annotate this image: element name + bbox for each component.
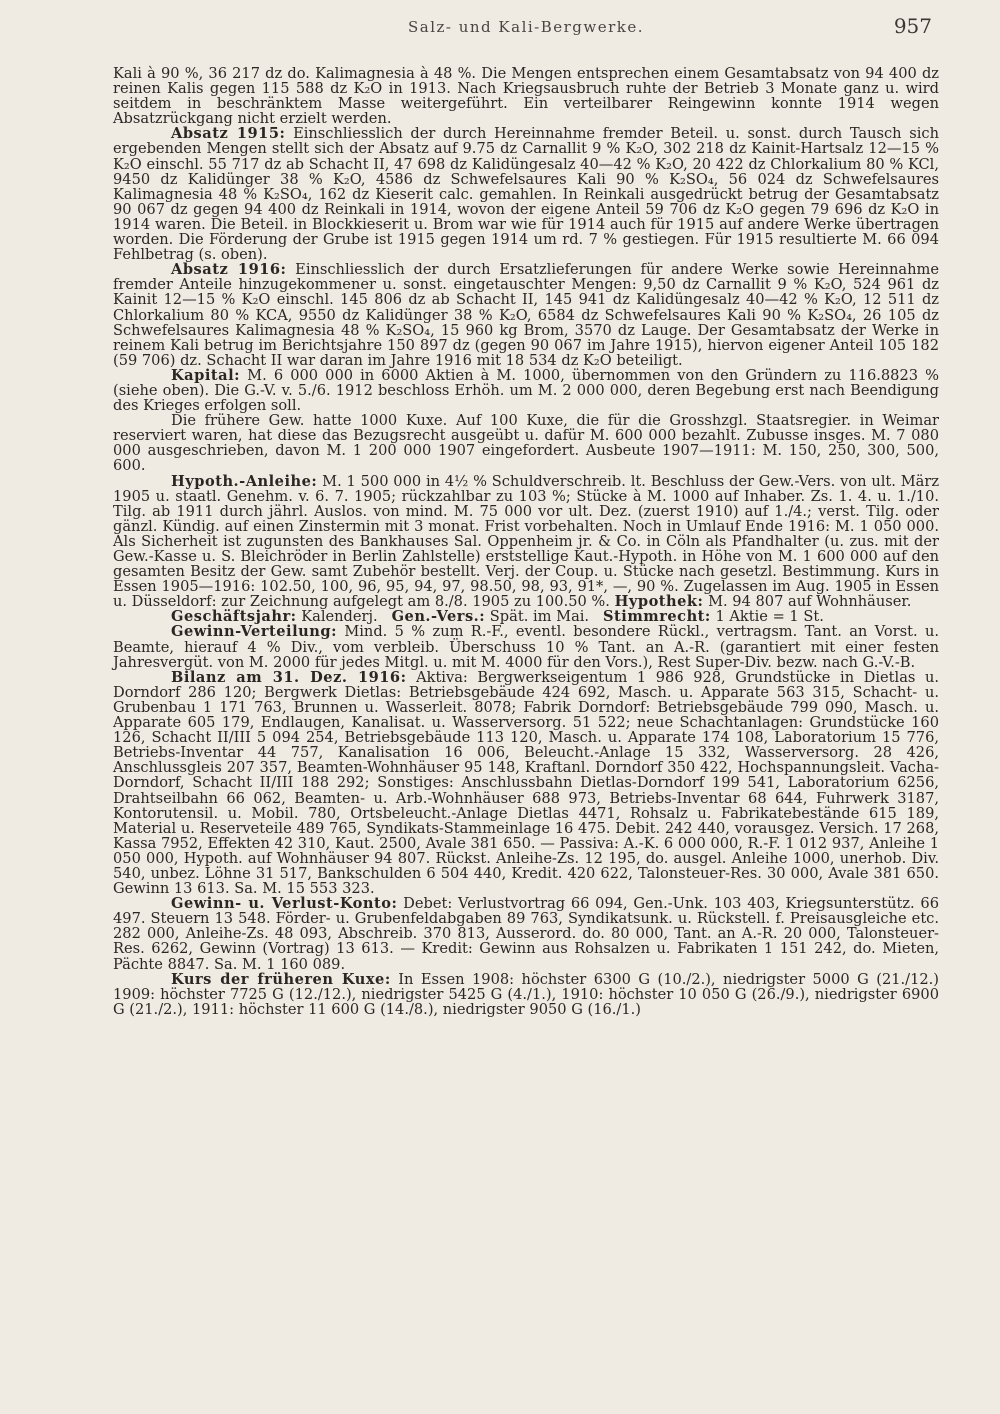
section-heading: Gewinn-Verteilung:: [171, 623, 337, 641]
article-body: [113, 66, 939, 1017]
section-heading: Hypoth.-Anleihe:: [171, 472, 318, 490]
section-heading: Absatz 1915:: [171, 125, 286, 143]
paragraph-hypoth-anleihe: [113, 474, 939, 610]
paragraph-text: M. 94 807 auf Wohnhäuser.: [708, 593, 912, 611]
paragraph-kurs-kuxe: [113, 972, 939, 1017]
section-heading: Gewinn- u. Verlust-Konto:: [171, 895, 398, 913]
paragraph-text: Mind. 5 % zum R.-F., eventl. besondere Rückl., vertragsm. Tant. an Vorst. u. Beamte, hierauf 4 % Div., vom verbleib. Überschuss 10 % Tant. an A.-R. (garantiert mit einer festen Jahresvergüt. von M. 2000 für jedes Mitgl. u. mit M. 4000 für den Vors.), Rest Super-Div. bezw. nach G.-V.-B.: [113, 623, 940, 671]
page-number: 957: [893, 14, 932, 38]
section-heading: Absatz 1916:: [171, 261, 287, 279]
section-heading: Geschäftsjahr:: [171, 608, 297, 626]
paragraph-text: 1 Aktie = 1 St.: [715, 608, 824, 626]
paragraph-text: Debet: Verlustvortrag 66 094, Gen.-Unk. 103 403, Kriegsunterstütz. 66 497. Steuern 13 548. Förder- u. Grubenfeldabgaben 89 763, Syndikatsunk. u. Rückstell. f. Preisausgleiche etc. 282 000, Anleihe-Zs. 48 093, Abschreib. 370 813, Ausserord. do. 80 000, Tant. an A.-R. 20 000, Talonsteuer-Res. 6262, Gewinn (Vortrag) 13 613. — Kredit: Gewinn aus Rohsalzen u. Fabrikaten 1 151 242, do. Mieten, Pächte 8847. Sa. M. 1 160 089.: [113, 895, 940, 973]
paragraph-text: Die frühere Gew. hatte 1000 Kuxe. Auf 100 Kuxe, die für die Grosshzgl. Staatsregier. in Weimar reserviert waren, hat diese das Bezugsrecht ausgeübt u. dafür M. 600 000 bezahlt. Zubusse insges. M. 7 080 000 ausgeschrieben, davon M. 1 200 000 1907 eingefordert. Ausbeute 1907—1911: M. 150, 250, 300, 500, 600.: [113, 412, 939, 475]
paragraph-kapital: [113, 368, 939, 413]
paragraph-text: Spät. im Mai.: [489, 608, 590, 626]
section-heading: Kurs der früheren Kuxe:: [171, 970, 391, 988]
paragraph-text: Einschliesslich der durch Hereinnahme fremder Beteil. u. sonst. durch Tausch sich ergebenden Mengen stellt sich der Absatz auf 9.75 dz Carnallit 9 % K₂O, 302 218 dz Kainit-Hartsalz 12—15 % K₂O einschl. 55 717 dz ab Schacht II, 47 698 dz Kalidüngesalz 40—42 % K₂O, 20 422 dz Chlorkalium 80 % KCl, 9450 dz Kalidünger 38 % K₂O, 4586 dz Schwefelsaures Kali 90 % K₂SO₄, 56 024 dz Schwefelsaures Kalimagnesia 48 % K₂SO₄, 162 dz Kieserit calc. gemahlen. In Reinkali ausgedrückt betrug der Gesamtabsatz 90 067 dz gegen 94 400 dz Reinkali in 1914, wovon der eigene Anteil 59 706 dz K₂O gegen 79 696 dz K₂O in 1914 waren. Die Beteil. in Blockkieserit u. Brom war wie für 1914 auch für 1915 auf andere Werke übertragen worden. Die Förderung der Grube ist 1915 gegen 1914 um rd. 7 % gestiegen. Für 1915 resultierte M. 66 094 Fehlbetrag (s. oben).: [113, 125, 940, 264]
paragraph-geschaeftsjahr: [113, 609, 939, 624]
paragraph-text: M. 1 500 000 in 4½ % Schuldverschreib. lt. Beschluss der Gew.-Vers. von ult. März 1905 u. staatl. Genehm. v. 6. 7. 1905; rückzahlbar zu 103 %; Stücke à M. 1000 auf Inhaber. Zs. 1. 4. u. 1./10. Tilg. ab 1911 durch jährl. Auslos. von mind. M. 75 000 vor ult. Dez. (zuerst 1910) auf 1./4.; verst. Tilg. oder gänzl. Kündig. auf einen Zinstermin mit 3 monat. Frist vorbehalten. Noch in Umlauf Ende 1916: M. 1 050 000. Als Sicherheit ist zugunsten des Bankhauses Sal. Oppenheim jr. & Co. in Cöln als Pfandhalter (u. zus. mit der Gew.-Kasse u. S. Bleichröder in Berlin Zahlstelle) erststellige Kaut.-Hypoth. in Höhe von M. 1 600 000 auf den gesamten Besitz der Gew. samt Zubehör bestellt. Verj. der Coup. u. Stücke nach gesetzl. Bestimmung. Kurs in Essen 1905—1916: 102.50, 100, 96, 95, 94, 97, 98.50, 98, 93, 91*, —, 90 %. Zugelassen im Aug. 1905 in Essen u. Düsseldorf: zur Zeichnung aufgelegt am 8./8. 1905 zu 100.50 %.: [113, 472, 940, 611]
section-heading: Gen.-Vers.:: [391, 608, 486, 626]
paragraph-absatz-1916: [113, 262, 939, 368]
paragraph-text: Einschliesslich der durch Ersatzlieferungen für andere Werke sowie Hereinnahme fremder Anteile hinzugekommener u. sonst. eingetauschter Mengen: 9,50 dz Carnallit 9 % K₂O, 524 961 dz Kainit 12—15 % K₂O einschl. 145 806 dz ab Schacht II, 145 941 dz Kalidüngesalz 40—42 % K₂O, 12 511 dz Chlorkalium 80 % KCA, 9550 dz Kalidünger 38 % K₂O, 6584 dz Schwefelsaures Kali 90 % K₂SO₄, 26 105 dz Schwefelsaures Kalimagnesia 48 % K₂SO₄, 15 960 kg Brom, 3570 dz Lauge. Der Gesamtabsatz der Werke in reinem Kali betrug im Berichtsjahre 150 897 dz (gegen 90 067 im Jahre 1915), hiervon eigener Anteil 105 182 (59 706) dz. Schacht II war daran im Jahre 1916 mit 18 534 dz K₂O beteiligt.: [113, 261, 939, 369]
paragraph-intro: [113, 66, 939, 126]
paragraph-gewinn-verlust-konto: [113, 896, 939, 971]
paragraph-kuxe: [113, 413, 939, 473]
paragraph-bilanz: [113, 670, 939, 896]
paragraph-absatz-1915: [113, 126, 939, 262]
section-heading: Kapital:: [171, 366, 241, 384]
section-heading: Hypothek:: [614, 593, 704, 611]
paragraph-text: In Essen 1908: höchster 6300 G (10./2.), niedrigster 5000 G (21./12.) 1909: höchster 7725 G (12./12.), niedrigster 5425 G (4./1.), 1910: höchster 10 050 G (26./9.), niedrigster 6900 G (21./2.), 1911: höchster 11 600 G (14./8.), niedrigster 9050 G (16./1.): [113, 970, 940, 1018]
running-title: Salz- und Kali-Bergwerke.: [407, 18, 645, 36]
section-heading: Bilanz am 31. Dez. 1916:: [171, 668, 407, 686]
section-heading: Stimmrecht:: [603, 608, 711, 626]
paragraph-text: Aktiva: Bergwerkseigentum 1 986 928, Grundstücke in Dietlas u. Dorndorf 286 120; Bergwerk Dietlas: Betriebsgebäude 424 692, Masch. u. Apparate 563 315, Schacht- u. Grubenbau 1 171 763, Brunnen u. Wasserleit. 8078; Fabrik Dorndorf: Betriebsgebäude 799 090, Masch. u. Apparate 605 179, Endlaugen, Kanalisat. u. Wasserversorg. 51 522; neue Schachtanlagen: Grundstücke 160 126, Schacht II/III 5 094 254, Betriebsgebäude 113 120, Masch. u. Apparate 174 108, Laboratorium 15 776, Betriebs-Inventar 44 757, Kanalisation 16 006, Beleucht.-Anlage 15 332, Wasserversorg. 28 426, Anschlussgleis 207 357, Beamten-Wohnhäuser 95 148, Kraftanl. Dorndorf 350 422, Hochspannungsleit. Vacha-Dorndorf, Schacht II/III 188 292; Sonstiges: Anschlussbahn Dietlas-Dorndorf 199 541, Laboratorium 6256, Drahtseilbahn 66 062, Beamten- u. Arb.-Wohnhäuser 688 973, Betriebs-Inventar 68 644, Fuhrwerk 3187, Kontorutensil. u. Mobil. 780, Ortsbeleucht.-Anlage Dietlas 4471, Rohsalz u. Fabrikatebestände 615 189, Material u. Reserveteile 489 765, Syndikats-Stammeinlage 16 475. Debit. 242 440, vorausgez. Versich. 17 268, Kassa 7952, Effekten 42 310, Kaut. 2500, Avale 381 650. — Passiva: A.-K. 6 000 000, R.-F. 1 012 937, Anleihe 1 050 000, Hypoth. auf Wohnhäuser 94 807. Rückst. Anleihe-Zs. 12 195, do. ausgel. Anleihe 1000, unerhob. Div. 540, unbez. Löhne 31 517, Bankschulden 6 504 440, Kredit. 420 622, Talonsteuer-Res. 30 000, Avale 381 650. Gewinn 13 613. Sa. M. 15 553 323.: [113, 668, 940, 898]
page-header: [112, 12, 940, 42]
paragraph-text: Kalenderj.: [301, 608, 378, 626]
paragraph-gewinn-verteilung: [113, 624, 939, 669]
paragraph-text: M. 6 000 000 in 6000 Aktien à M. 1000, übernommen von den Gründern zu 116.8823 % (siehe oben). Die G.-V. v. 5./6. 1912 beschloss Erhöh. um M. 2 000 000, deren Begebung erst nach Beendigung des Krieges erfolgen soll.: [113, 366, 940, 415]
paragraph-text: Kali à 90 %, 36 217 dz do. Kalimagnesia à 48 %. Die Mengen entsprechen einem Gesamtabsatz von 94 400 dz reinen Kalis gegen 115 588 dz K₂O in 1913. Nach Kriegsausbruch ruhte der Betrieb 3 Monate ganz u. wird seitdem in beschränktem Masse weitergeführt. Ein verteilbarer Reingewinn konnte 1914 wegen Absatzrückgang nicht erzielt werden.: [113, 65, 939, 128]
